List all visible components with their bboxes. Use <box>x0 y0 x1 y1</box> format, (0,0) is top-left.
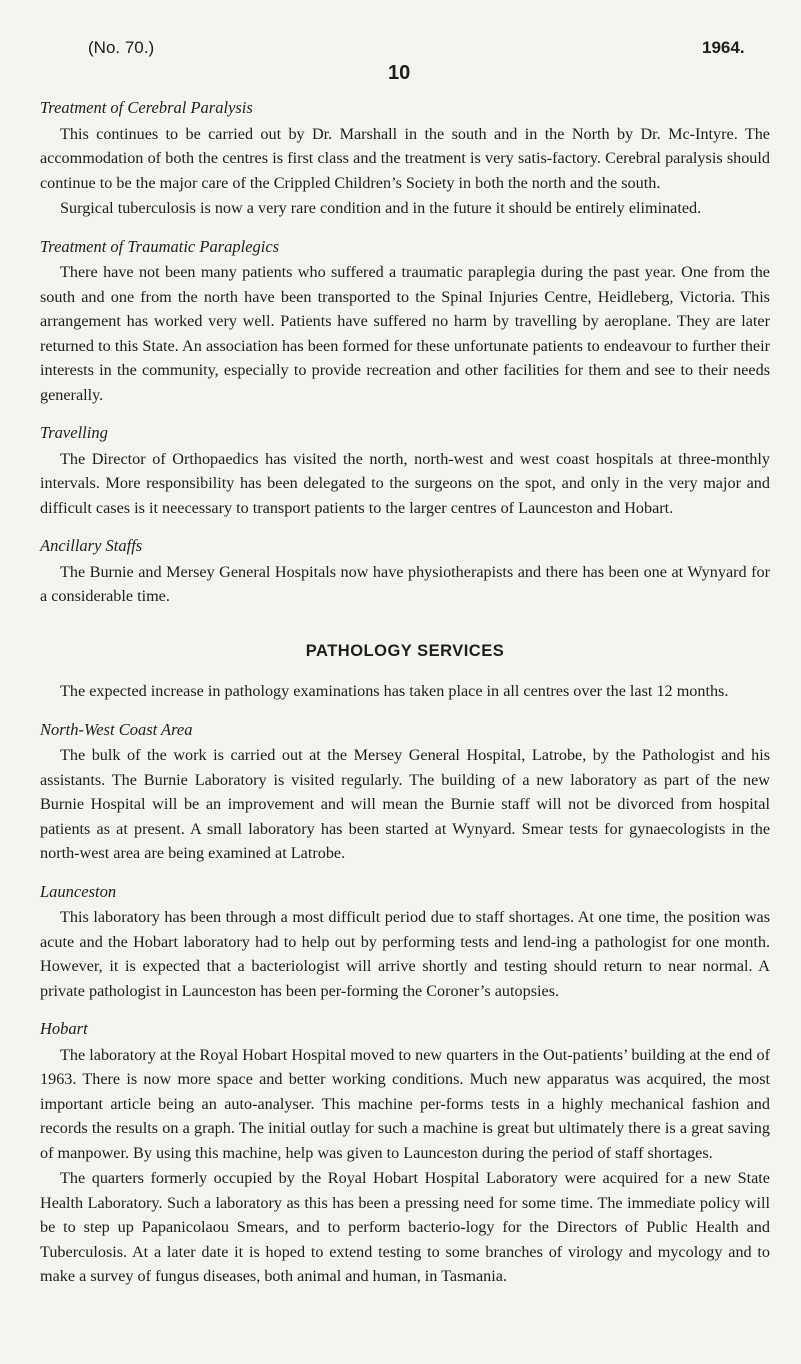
section-hobart <box>40 1017 770 1289</box>
paragraph: This continues to be carried out by Dr. Marshall in the south and in the North by Dr. Mc-Intyre. The accommodation of both the centres is first class and the treatment is very satis-factory. Cerebral paralysis should continue to be the major care of the Crippled Children’s Society in both the north and the south. <box>40 124 770 192</box>
section-heading: Treatment of Traumatic Paraplegics <box>40 236 280 256</box>
paragraph: The Director of Orthopaedics has visited the north, north-west and west coast hospitals at three-monthly intervals. More responsibility has been delegated to the surgeons on the spot, and only in the very major and difficult cases is it neecessary to transport patients to the larger centres of Launceston and Hobart. <box>40 449 770 517</box>
section-heading: Hobart <box>40 1019 88 1038</box>
section-north-west-coast <box>40 718 770 866</box>
paragraph: This laboratory has been through a most difficult period due to staff shortages. At one time, the position was acute and the Hobart laboratory had to help out by performing tests and lend-ing a pathologist for one month. However, it is expected that a bacteriologist will arrive shortly and testing should return to near normal. A private pathologist in Launceston has been per-forming the Coroner’s autopsies. <box>40 908 770 1000</box>
paragraph: The Burnie and Mersey General Hospitals now have physiotherapists and there has been one at Wynyard for a considerable time. <box>40 562 770 605</box>
paragraph: There have not been many patients who suffered a traumatic paraplegia during the past year. One from the south and one from the north have been transported to the Spinal Injuries Centre, Heidleberg, Victoria. This arrangement has worked very well. Patients have suffered no harm by travelling by aeroplane. They are later returned to this State. An association has been formed for these unfortunate patients to endeavour to further their interests in the community, especially to provide recreation and other facilities for them and see to their needs generally. <box>40 263 770 404</box>
paragraph: The quarters formerly occupied by the Royal Hobart Hospital Laboratory were acquired for a new State Health Laboratory. Such a laboratory as this has been a pressing need for some time. The immediate policy will be to step up Papanicolaou Smears, and to perform bacterio-logy for the Directors of Public Health and Tuberculosis. At a later date it is hoped to extend testing to some branches of virology and mycology and to make a survey of fungus diseases, both animal and human, in Tasmania. <box>40 1169 770 1285</box>
paragraph: Surgical tuberculosis is now a very rare condition and in the future it should be entirely eliminated. <box>60 199 702 217</box>
section-travelling <box>40 421 770 520</box>
section-heading: Treatment of Cerebral Paralysis <box>40 98 253 117</box>
document-body <box>40 96 770 1303</box>
paragraph: The expected increase in pathology examinations has taken place in all centres over the last 12 months. <box>60 682 729 700</box>
pathology-services-heading: PATHOLOGY SERVICES <box>305 641 505 660</box>
section-heading: Travelling <box>40 423 108 442</box>
paragraph: The bulk of the work is carried out at the Mersey General Hospital, Latrobe, by the Pathologist and his assistants. The Burnie Laboratory is visited regularly. The building of a new laboratory as part of the new Burnie Hospital will be an improvement and will mean the Burnie staff will not be divorced from hospital patients as at present. A small laboratory has been started at Wynyard. Smear tests for gynaecologists in the north-west area are being examined at Latrobe. <box>40 746 770 862</box>
section-cerebral-paralysis <box>40 96 770 221</box>
pathology-intro <box>40 679 770 704</box>
section-heading: Launceston <box>40 881 117 901</box>
section-ancillary-staffs <box>40 534 770 609</box>
section-traumatic-paraplegics <box>40 235 770 408</box>
section-heading: Ancillary Staffs <box>40 536 143 555</box>
section-launceston <box>40 880 770 1004</box>
document-number: (No. 70.) <box>88 38 155 57</box>
section-heading: North-West Coast Area <box>40 719 193 739</box>
paragraph: The laboratory at the Royal Hobart Hospital moved to new quarters in the Out-patients’ building at the end of 1963. There is now more space and better working conditions. Much new apparatus was acquired, the most important article being an auto-analyser. This machine per-forms tests in a highly mechanical fashion and records the results on a graph. The initial outlay for such a machine is great but ultimately there is a great saving of manpower. By using this machine, help was given to Launceston during the period of staff shortages. <box>40 1045 770 1162</box>
page-number: 10 <box>388 62 411 84</box>
document-year: 1964. <box>702 38 745 57</box>
